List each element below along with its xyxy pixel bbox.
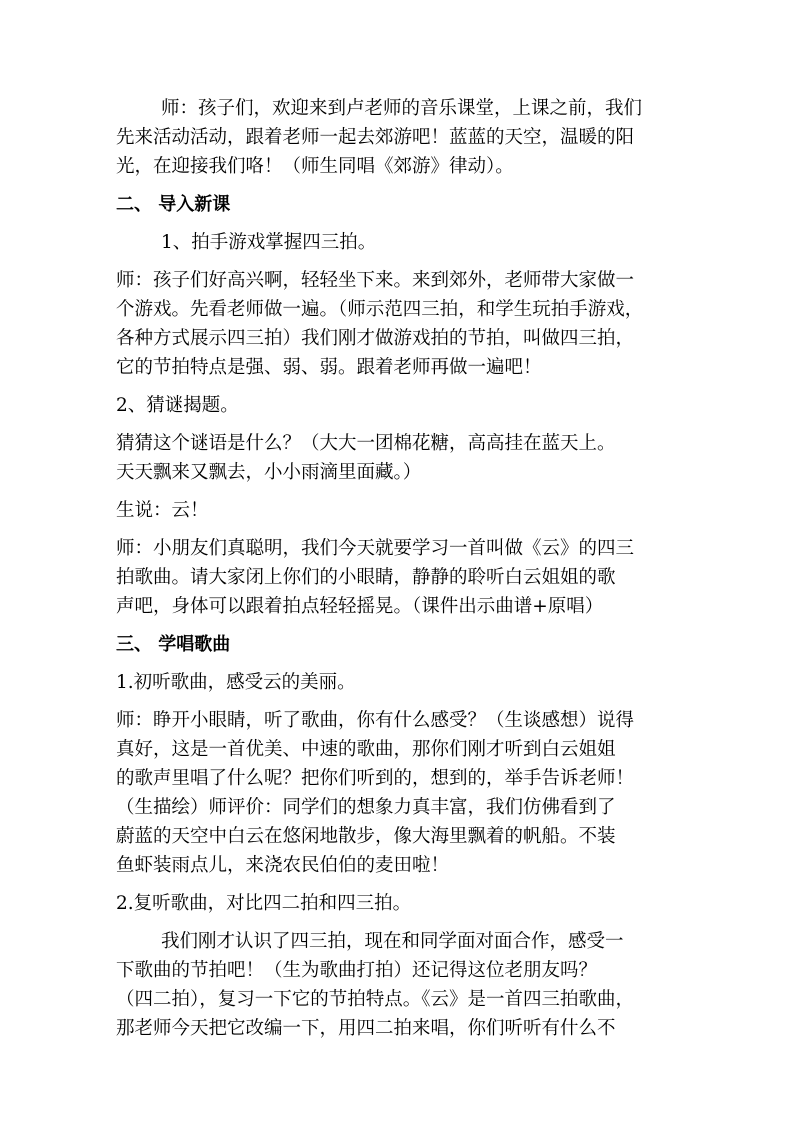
- text-line: 声吧，身体可以跟着拍点轻轻摇晃。（课件出示曲谱+原唱）: [116, 596, 604, 617]
- text-line: （生描绘）师评价：同学们的想象力真丰富，我们仿佛看到了: [116, 797, 616, 818]
- subsection-3: 1.初听歌曲，感受云的美丽。: [116, 672, 356, 693]
- document-body: [116, 94, 686, 1043]
- text-line: 下歌曲的节拍吧！（生为歌曲打拍）还记得这位老朋友吗？: [116, 960, 598, 981]
- text-line: 师：孩子们，欢迎来到卢老师的音乐课堂，上课之前，我们: [161, 98, 643, 119]
- section-heading-3: 三、 学唱歌曲: [116, 634, 231, 655]
- text-line: 师：孩子们好高兴啊，轻轻坐下来。来到郊外，老师带大家做一: [116, 270, 635, 291]
- text-line: 各种方式展示四三拍）我们刚才做游戏拍的节拍，叫做四三拍，: [116, 328, 635, 349]
- text-line: 我们刚才认识了四三拍，现在和同学面对面合作，感受一: [161, 931, 624, 952]
- riddle-paragraph: [116, 429, 686, 487]
- text-line: 真好，这是一首优美、中速的歌曲，那你们刚才听到白云姐姐: [116, 739, 616, 760]
- compare-paragraph: [116, 927, 686, 1043]
- student-answer: 生说：云！: [116, 500, 209, 521]
- text-line: 天天飘来又飘去，小小雨滴里面藏。）: [116, 462, 422, 483]
- text-line: 光，在迎接我们咯！（师生同唱《郊游》律动）。: [116, 156, 514, 177]
- text-line: 师：小朋友们真聪明，我们今天就要学习一首叫做《云》的四三: [116, 538, 635, 559]
- first-listen-paragraph: [116, 706, 686, 880]
- song-intro-paragraph: [116, 534, 686, 621]
- text-line: 猜猜这个谜语是什么？（大大一团棉花糖，高高挂在蓝天上。: [116, 433, 616, 454]
- text-line: （四二拍），复习一下它的节拍特点。《云》是一首四三拍歌曲，: [116, 989, 635, 1010]
- text-line: 那老师今天把它改编一下，用四二拍来唱，你们听听有什么不: [116, 1018, 616, 1039]
- section-heading-2: 二、 导入新课: [116, 194, 231, 215]
- intro-paragraph: [116, 94, 686, 181]
- text-line: 师：睁开小眼睛，听了歌曲，你有什么感受？（生谈感想）说得: [116, 710, 635, 731]
- text-line: 先来活动活动，跟着老师一起去郊游吧！蓝蓝的天空，温暖的阳: [116, 127, 635, 148]
- subsection-1: 1、拍手游戏掌握四三拍。: [161, 232, 377, 253]
- subsection-2: 2、猜谜揭题。: [116, 395, 239, 416]
- clapping-game-paragraph: [116, 266, 686, 382]
- text-line: 个游戏。先看老师做一遍。（师示范四三拍，和学生玩拍手游戏，: [116, 299, 644, 320]
- text-line: 蔚蓝的天空中白云在悠闲地散步，像大海里飘着的帆船。不装: [116, 826, 616, 847]
- text-line: 拍歌曲。请大家闭上你们的小眼睛，静静的聆听白云姐姐的歌: [116, 567, 616, 588]
- subsection-4: 2.复听歌曲，对比四二拍和四三拍。: [116, 893, 412, 914]
- text-line: 它的节拍特点是强、弱、弱。跟着老师再做一遍吧！: [116, 357, 542, 378]
- text-line: 的歌声里唱了什么呢？把你们听到的，想到的，举手告诉老师！: [116, 768, 635, 789]
- text-line: 鱼虾装雨点儿，来浇农民伯伯的麦田啦！: [116, 855, 450, 876]
